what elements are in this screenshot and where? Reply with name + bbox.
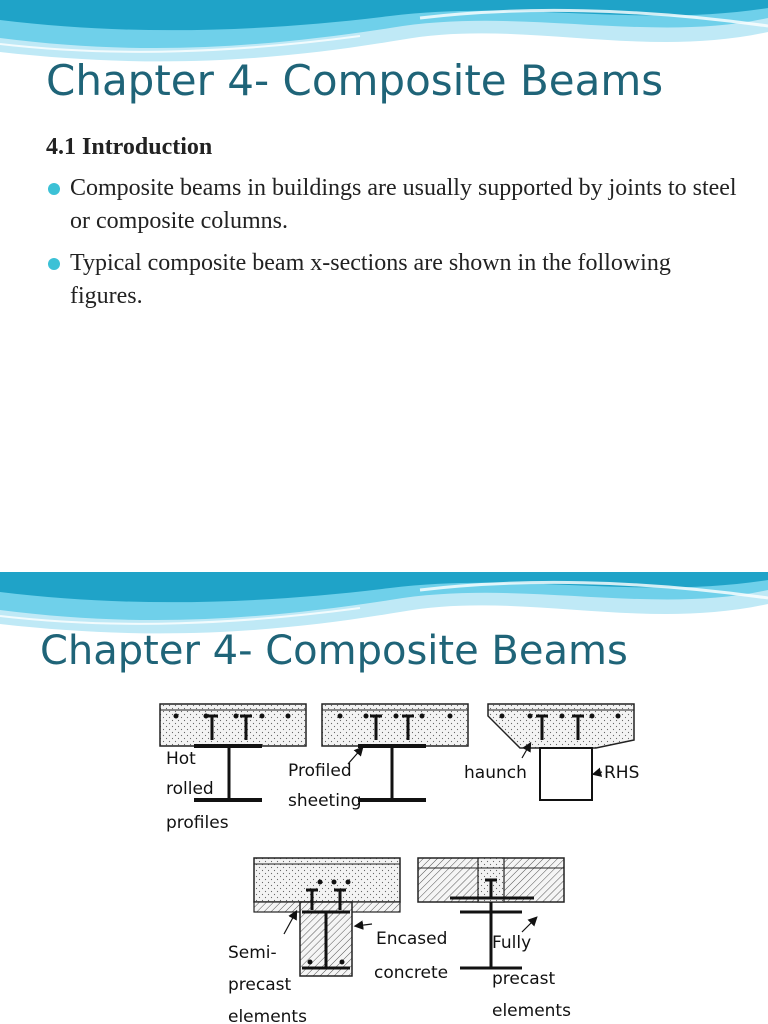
label-semi: Semi- [228, 943, 277, 963]
slide-title: Chapter 4- Composite Beams [46, 56, 664, 105]
bullet-item [46, 172, 746, 238]
bullet-list [46, 172, 746, 322]
label-haunch: haunch [464, 763, 527, 783]
label-concrete: concrete [374, 963, 449, 983]
rhs-haunch-section [464, 704, 639, 800]
label-rolled: rolled [166, 779, 214, 799]
label-encased: Encased [376, 929, 448, 949]
profiled-sheeting-section [288, 704, 468, 811]
slide-title: Chapter 4- Composite Beams [40, 628, 628, 674]
slide-gap [0, 512, 768, 572]
bullet-text: Composite beams in buildings are usually supported by joints to steel or composite columns. [70, 175, 737, 234]
label-precast-1: precast [228, 975, 292, 995]
bullet-icon [48, 183, 60, 195]
label-fully: Fully [492, 933, 532, 953]
hot-rolled-section [160, 704, 306, 833]
label-profiled: Profiled [288, 761, 352, 781]
encased-semi-precast-section [228, 858, 448, 1024]
section-heading: 4.1 Introduction [46, 134, 213, 160]
label-precast-2: precast [492, 969, 556, 989]
label-profiles: profiles [166, 813, 229, 833]
bullet-icon [48, 258, 60, 270]
label-elements-2: elements [492, 1001, 571, 1021]
bullet-item [46, 247, 746, 313]
label-hot: Hot [166, 749, 196, 769]
slide-2 [0, 572, 768, 1024]
label-sheeting: sheeting [288, 791, 362, 811]
composite-beam-sections-figure [150, 686, 658, 1024]
bullet-text: Typical composite beam x-sections are shown in the following figures. [70, 250, 671, 309]
label-elements-1: elements [228, 1007, 307, 1024]
label-rhs: RHS [604, 763, 640, 783]
